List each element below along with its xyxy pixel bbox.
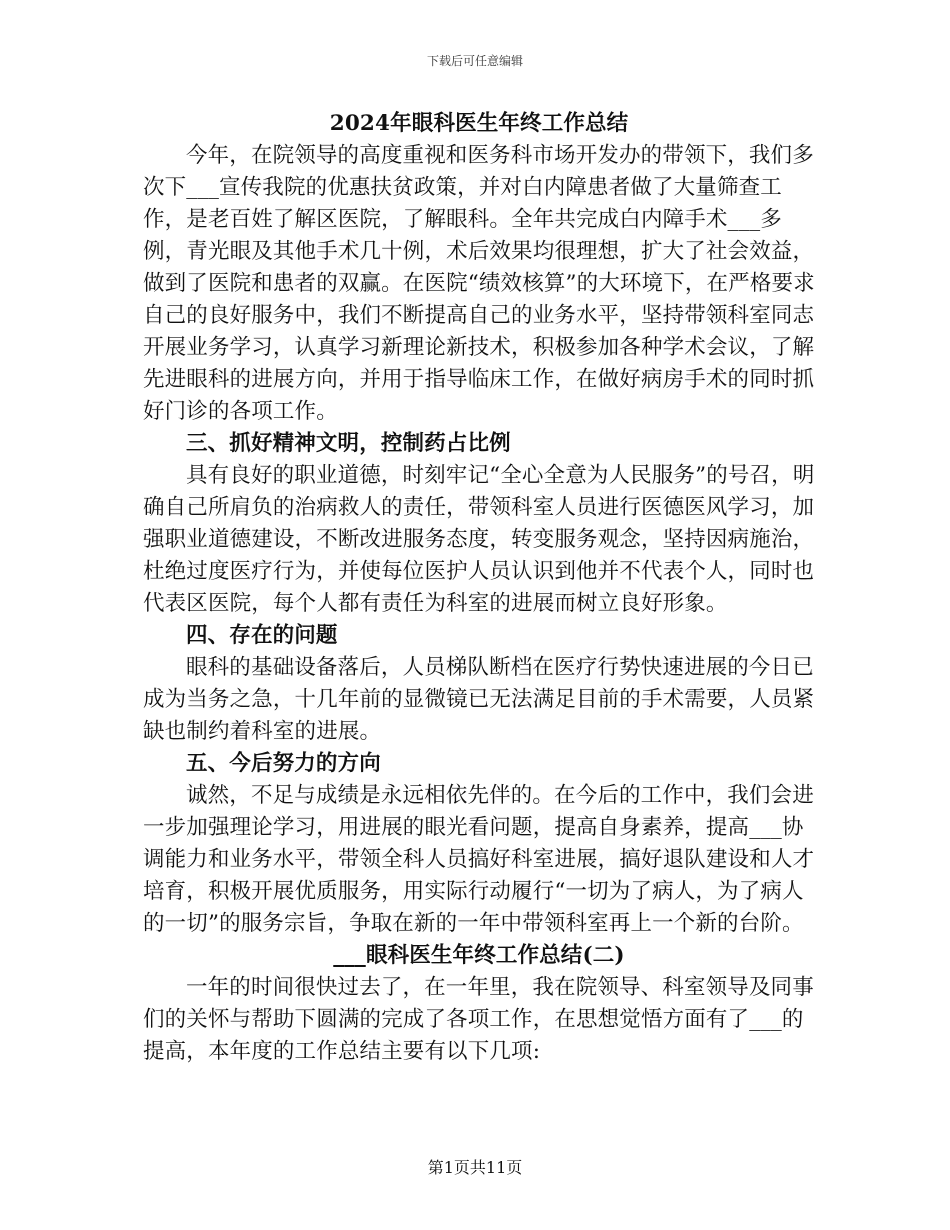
section-4-paragraph: 眼科的基础设备落后，人员梯队断档在医疗行势快速进展的今日已成为当务之急，十几年前的显微镜已无法满足目前的手术需要，人员紧缺也制约着科室的进展。 — [143, 655, 815, 744]
section-3-heading: 三、抓好精神文明，控制药占比例 — [186, 431, 511, 456]
page-footer: 第1页共11页 — [427, 1158, 523, 1177]
section-5-heading: 五、今后努力的方向 — [186, 751, 381, 776]
document-title-2: ___眼科医生年终工作总结(二) — [333, 943, 625, 968]
section-3-paragraph: 具有良好的职业道德，时刻牢记“全心全意为人民服务”的号召，明确自己所肩负的治病救人的责任，带领科室人员进行医德医风学习，加强职业道德建设，不断改进服务态度，转变服务观念，坚持因病施治，杜绝过度医疗行为，并使每位医护人员认识到他并不代表个人，同时也代表区医院，每个人都有责任为科室的进展而树立良好形象。 — [143, 463, 815, 616]
page-header: 下载后可任意编辑 — [426, 54, 523, 68]
section-4-heading: 四、存在的问题 — [186, 623, 338, 648]
intro-2-paragraph: 一年的时间很快过去了，在一年里，我在院领导、科室领导及同事们的关怀与帮助下圆满的完成了各项工作，在思想觉悟方面有了___的提高，本年度的工作总结主要有以下几项: — [143, 975, 814, 1064]
intro-paragraph: 今年，在院领导的高度重视和医务科市场开发办的带领下，我们多次下___宣传我院的优惠扶贫政策，并对白内障患者做了大量筛查工作，是老百姓了解区医院，了解眼科。全年共完成白内障手术___多例，青光眼及其他手术几十例，术后效果均很理想，扩大了社会效益，做到了医院和患者的双赢。在医院“绩效核算”的大环境下，在严格要求自己的良好服务中，我们不断提高自己的业务水平，坚持带领科室同志开展业务学习，认真学习新理论新技术，积极参加各种学术会议，了解先进眼科的进展方向，并用于指导临床工作，在做好病房手术的同时抓好门诊的各项工作。 — [143, 143, 815, 424]
section-5-paragraph: 诚然，不足与成绩是永远相依先伴的。在今后的工作中，我们会进一步加强理论学习，用进展的眼光看问题，提高自身素养，提高___协调能力和业务水平，带领全科人员搞好科室进展，搞好退队建设和人才培育，积极开展优质服务，用实际行动履行“一切为了病人，为了病人的一切”的服务宗旨，争取在新的一年中带领科室再上一个新的台阶。 — [143, 783, 815, 936]
document-body — [143, 108, 815, 1068]
document-title: 2024年眼科医生年终工作总结 — [329, 111, 629, 136]
